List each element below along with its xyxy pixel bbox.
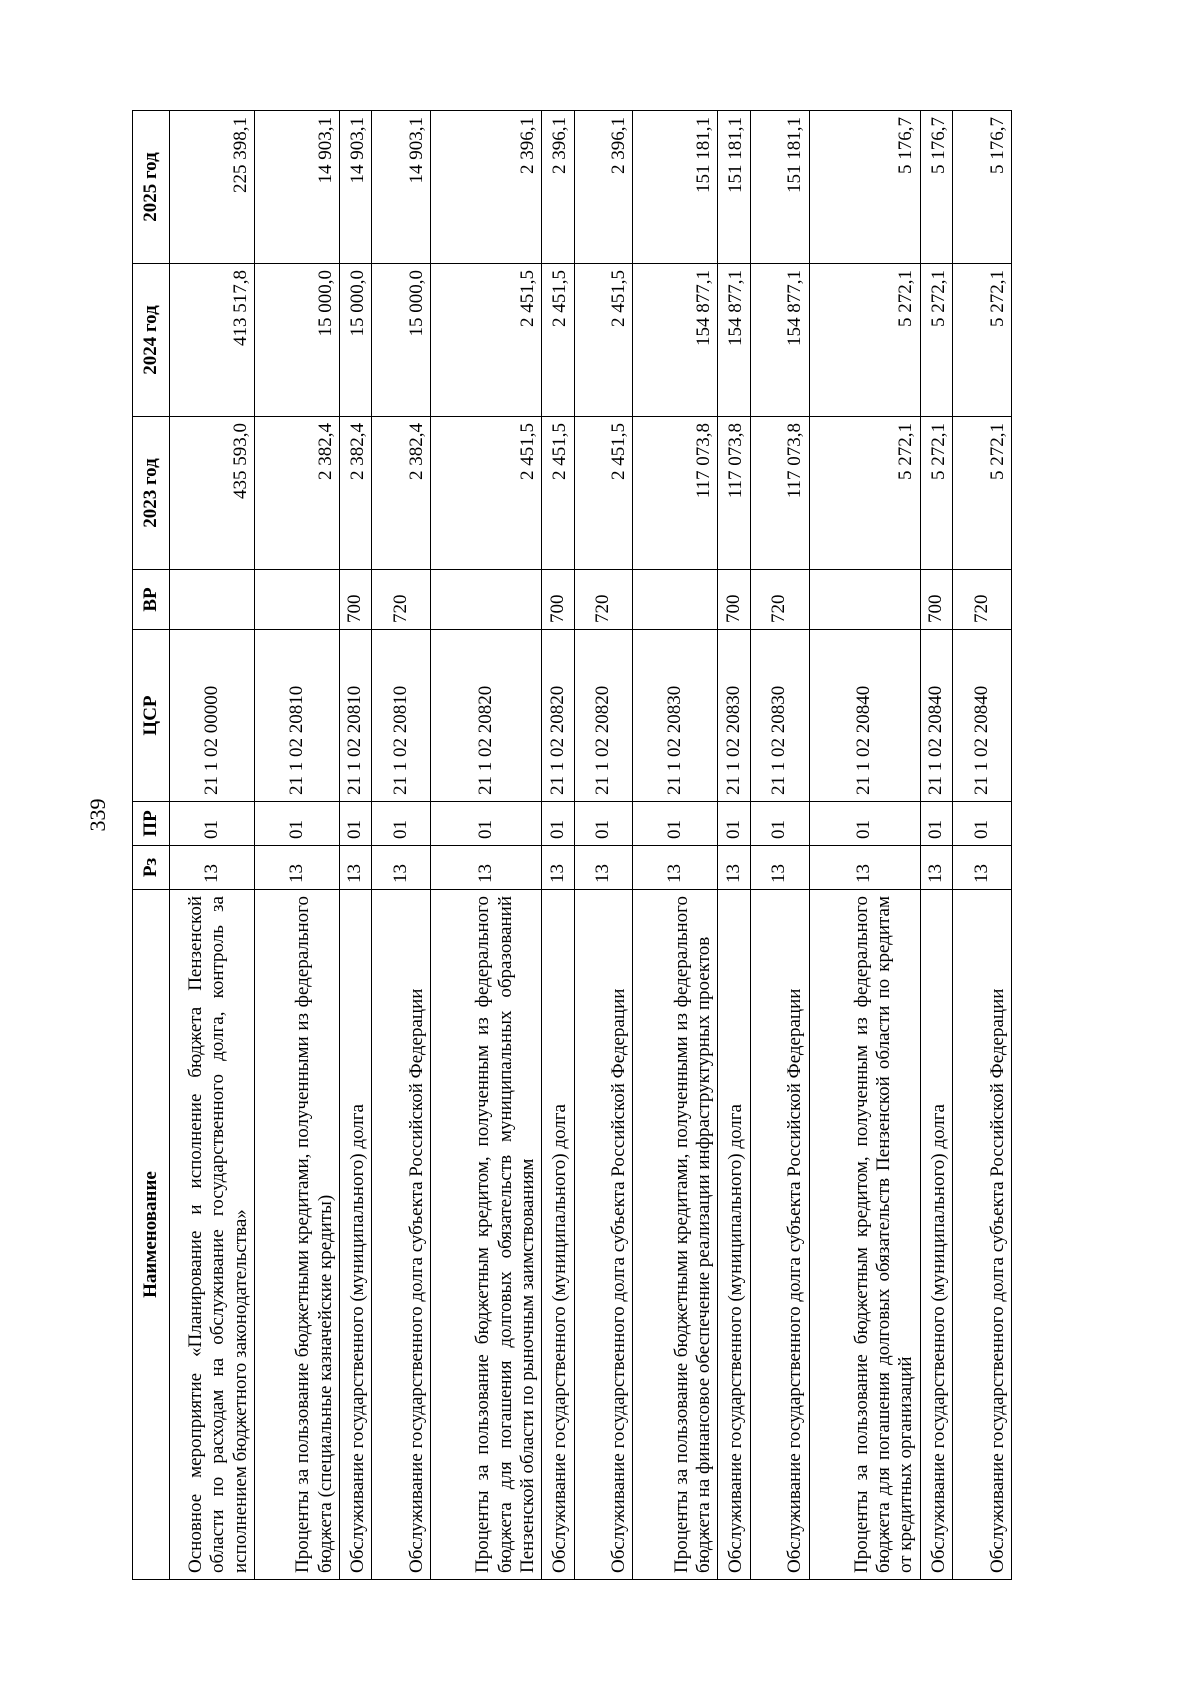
pr-cell: 01 (809, 802, 920, 846)
rz-cell: 13 (633, 846, 718, 890)
csr-cell: 21 1 02 20840 (920, 630, 952, 802)
table-row (340, 111, 372, 1580)
table-row (809, 111, 920, 1580)
pr-cell: 01 (574, 802, 633, 846)
table-row (750, 111, 809, 1580)
amount-2023-cell: 2 382,4 (340, 417, 372, 570)
amount-2024-cell: 154 877,1 (633, 264, 718, 417)
csr-cell: 21 1 02 20830 (750, 630, 809, 802)
vr-cell (431, 570, 542, 630)
amount-2025-cell: 14 903,1 (372, 111, 431, 264)
amount-2023-cell: 5 272,1 (809, 417, 920, 570)
name-cell: Обслуживание государственного долга субъекта Российской Федерации (574, 890, 633, 1580)
amount-2024-cell: 154 877,1 (750, 264, 809, 417)
table-row (542, 111, 574, 1580)
amount-2024-cell: 2 451,5 (542, 264, 574, 417)
name-cell: Основное мероприятие «Планирование и исполнение бюджета Пензенской области по расходам на обслуживание государственного долга, контроль за исполнением бюджетного законодательства» (170, 890, 255, 1580)
page-number: 339 (85, 798, 110, 832)
amount-2025-cell: 5 176,7 (953, 111, 1012, 264)
amount-2023-cell: 117 073,8 (633, 417, 718, 570)
csr-cell: 21 1 02 20820 (542, 630, 574, 802)
table-row (372, 111, 431, 1580)
table-row (170, 111, 255, 1580)
pr-cell: 01 (255, 802, 340, 846)
amount-2023-cell: 2 451,5 (574, 417, 633, 570)
csr-cell: 21 1 02 20810 (340, 630, 372, 802)
budget-table-container (132, 110, 1012, 1580)
rz-cell: 13 (953, 846, 1012, 890)
pr-cell: 01 (633, 802, 718, 846)
vr-cell (255, 570, 340, 630)
name-cell: Обслуживание государственного (муниципального) долга (920, 890, 952, 1580)
amount-2023-cell: 2 382,4 (372, 417, 431, 570)
rz-cell: 13 (372, 846, 431, 890)
amount-2024-cell: 413 517,8 (170, 264, 255, 417)
csr-cell: 21 1 02 20810 (372, 630, 431, 802)
vr-cell (633, 570, 718, 630)
vr-cell: 720 (574, 570, 633, 630)
amount-2024-cell: 15 000,0 (372, 264, 431, 417)
amount-2025-cell: 2 396,1 (431, 111, 542, 264)
amount-2024-cell: 5 272,1 (953, 264, 1012, 417)
amount-2025-cell: 14 903,1 (340, 111, 372, 264)
rz-cell: 13 (431, 846, 542, 890)
pr-cell: 01 (542, 802, 574, 846)
vr-cell (809, 570, 920, 630)
amount-2025-cell: 2 396,1 (574, 111, 633, 264)
pr-cell: 01 (750, 802, 809, 846)
rz-cell: 13 (750, 846, 809, 890)
header-rz: Рз (133, 846, 170, 890)
table-row (431, 111, 542, 1580)
amount-2023-cell: 2 451,5 (542, 417, 574, 570)
amount-2024-cell: 2 451,5 (431, 264, 542, 417)
amount-2025-cell: 151 181,1 (633, 111, 718, 264)
table-header-row (133, 111, 170, 1580)
amount-2023-cell: 435 593,0 (170, 417, 255, 570)
amount-2025-cell: 2 396,1 (542, 111, 574, 264)
amount-2023-cell: 117 073,8 (750, 417, 809, 570)
rz-cell: 13 (255, 846, 340, 890)
pr-cell: 01 (718, 802, 750, 846)
name-cell: Проценты за пользование бюджетными кредитами, полученными из федерального бюджета (специальные казначейские кредиты) (255, 890, 340, 1580)
vr-cell: 720 (372, 570, 431, 630)
pr-cell: 01 (920, 802, 952, 846)
table-row (633, 111, 718, 1580)
amount-2025-cell: 225 398,1 (170, 111, 255, 264)
name-cell: Обслуживание государственного долга субъекта Российской Федерации (372, 890, 431, 1580)
vr-cell: 720 (750, 570, 809, 630)
rz-cell: 13 (340, 846, 372, 890)
csr-cell: 21 1 02 20820 (431, 630, 542, 802)
amount-2023-cell: 2 451,5 (431, 417, 542, 570)
amount-2024-cell: 2 451,5 (574, 264, 633, 417)
pr-cell: 01 (953, 802, 1012, 846)
header-csr: ЦСР (133, 630, 170, 802)
name-cell: Обслуживание государственного долга субъекта Российской Федерации (750, 890, 809, 1580)
rz-cell: 13 (920, 846, 952, 890)
amount-2025-cell: 5 176,7 (920, 111, 952, 264)
rz-cell: 13 (809, 846, 920, 890)
header-2024: 2024 год (133, 264, 170, 417)
csr-cell: 21 1 02 20820 (574, 630, 633, 802)
pr-cell: 01 (372, 802, 431, 846)
vr-cell: 700 (718, 570, 750, 630)
amount-2023-cell: 5 272,1 (920, 417, 952, 570)
name-cell: Обслуживание государственного долга субъекта Российской Федерации (953, 890, 1012, 1580)
csr-cell: 21 1 02 20830 (633, 630, 718, 802)
name-cell: Проценты за пользование бюджетным кредитом, полученным из федерального бюджета для погашения долговых обязательств муниципальных образований Пензенской области по рыночным заимствованиям (431, 890, 542, 1580)
rz-cell: 13 (542, 846, 574, 890)
name-cell: Обслуживание государственного (муниципального) долга (340, 890, 372, 1580)
csr-cell: 21 1 02 20840 (953, 630, 1012, 802)
rz-cell: 13 (170, 846, 255, 890)
header-name: Наименование (133, 890, 170, 1580)
csr-cell: 21 1 02 20830 (718, 630, 750, 802)
header-2025: 2025 год (133, 111, 170, 264)
table-row (574, 111, 633, 1580)
pr-cell: 01 (340, 802, 372, 846)
name-cell: Обслуживание государственного (муниципального) долга (718, 890, 750, 1580)
amount-2024-cell: 5 272,1 (920, 264, 952, 417)
amount-2025-cell: 151 181,1 (718, 111, 750, 264)
amount-2023-cell: 5 272,1 (953, 417, 1012, 570)
amount-2025-cell: 151 181,1 (750, 111, 809, 264)
header-2023: 2023 год (133, 417, 170, 570)
rz-cell: 13 (574, 846, 633, 890)
csr-cell: 21 1 02 20840 (809, 630, 920, 802)
amount-2024-cell: 5 272,1 (809, 264, 920, 417)
pr-cell: 01 (170, 802, 255, 846)
amount-2023-cell: 117 073,8 (718, 417, 750, 570)
amount-2025-cell: 5 176,7 (809, 111, 920, 264)
amount-2024-cell: 15 000,0 (255, 264, 340, 417)
budget-table (132, 110, 1012, 1580)
header-pr: ПР (133, 802, 170, 846)
csr-cell: 21 1 02 00000 (170, 630, 255, 802)
table-row (255, 111, 340, 1580)
vr-cell: 720 (953, 570, 1012, 630)
amount-2024-cell: 154 877,1 (718, 264, 750, 417)
name-cell: Обслуживание государственного (муниципального) долга (542, 890, 574, 1580)
amount-2025-cell: 14 903,1 (255, 111, 340, 264)
name-cell: Проценты за пользование бюджетным кредитом, полученным из федерального бюджета для погашения долговых обязательств Пензенской области по кредитам от кредитных организаций (809, 890, 920, 1580)
vr-cell: 700 (340, 570, 372, 630)
table-row (920, 111, 952, 1580)
rz-cell: 13 (718, 846, 750, 890)
amount-2023-cell: 2 382,4 (255, 417, 340, 570)
name-cell: Проценты за пользование бюджетными кредитами, полученными из федерального бюджета на финансовое обеспечение реализации инфраструктурных проектов (633, 890, 718, 1580)
header-vr: ВР (133, 570, 170, 630)
pr-cell: 01 (431, 802, 542, 846)
vr-cell (170, 570, 255, 630)
table-row (953, 111, 1012, 1580)
vr-cell: 700 (542, 570, 574, 630)
table-row (718, 111, 750, 1580)
amount-2024-cell: 15 000,0 (340, 264, 372, 417)
csr-cell: 21 1 02 20810 (255, 630, 340, 802)
vr-cell: 700 (920, 570, 952, 630)
